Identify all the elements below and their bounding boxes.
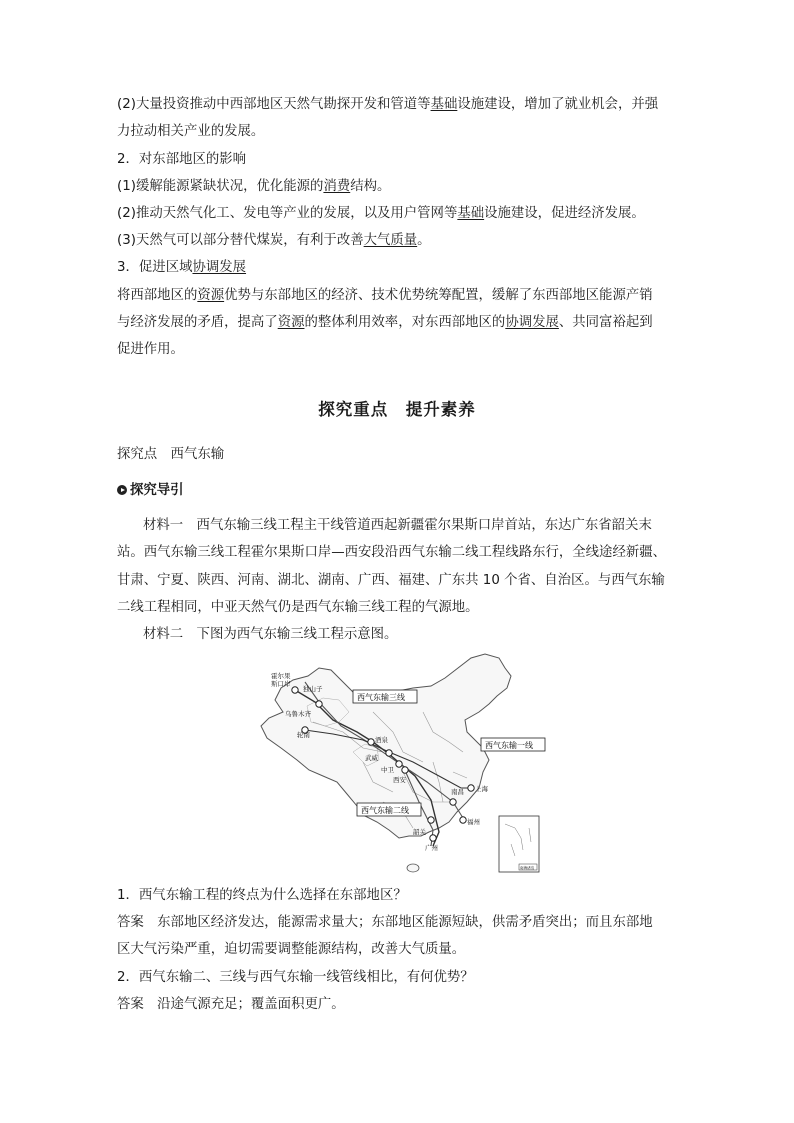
svg-text:西气东输二线: 西气东输二线 — [361, 806, 409, 815]
map-label-dushanzi: 独山子 — [303, 685, 323, 693]
map-label-fuzhou: 福州 — [467, 818, 480, 826]
answer-2: 答案 沿途气源充足；覆盖面积更广。 — [117, 997, 345, 1012]
map-label-zhongwei: 中卫 — [381, 766, 394, 774]
material1-line: 站。西气东输三线工程霍尔果斯口岸—西安段沿西气东输二线工程线路东行，全线途经新疆、 — [117, 545, 667, 560]
map-label-xian: 西安 — [393, 776, 406, 784]
paragraph-line: 将西部地区的资源优势与东部地区的经济、技术优势统筹配置，缓解了东西部地区能源产销 — [117, 288, 653, 303]
svg-text:西气东输一线: 西气东输一线 — [485, 741, 533, 750]
paragraph-line: (2)大量投资推动中西部地区天然气勘探开发和管道等基础设施建设，增加了就业机会，并强 — [117, 97, 659, 112]
pipeline-map — [253, 652, 548, 877]
paragraph-line: (3)天然气可以部分替代煤炭，有利于改善大气质量。 — [117, 233, 431, 248]
material2-line — [117, 626, 682, 644]
svg-text:西气东输三线: 西气东输三线 — [357, 693, 405, 702]
legend-box-line2 — [357, 803, 421, 816]
map-label-urumqi: 乌鲁木齐 — [285, 710, 311, 718]
inset-label: 南海诸岛 — [520, 866, 535, 870]
paragraph-line: 与经济发展的矛盾，提高了资源的整体利用效率，对东西部地区的协调发展、共同富裕起到 — [117, 315, 653, 330]
legend-box-line1 — [481, 738, 545, 751]
inset-box — [499, 816, 539, 872]
question-1: 1．西气东输工程的终点为什么选择在东部地区？ — [117, 888, 407, 903]
map-label-jiuquan: 酒泉 — [375, 736, 388, 744]
paragraph-line: (1)缓解能源紧缺状况，优化能源的消费结构。 — [117, 179, 391, 194]
section-title: 探究重点 提升素养 — [318, 400, 476, 419]
map-label-shaoguan: 韶关 — [413, 828, 426, 836]
paragraph-line: 促进作用。 — [117, 342, 184, 357]
explore-point-heading: 探究点 西气东输 — [117, 447, 225, 462]
material1-line: 甘肃、宁夏、陕西、河南、湖北、湖南、广西、福建、广东共 10 个省、自治区。与西气东输 — [117, 573, 665, 588]
guide-heading — [117, 482, 682, 500]
guide-label: 探究导引 — [130, 483, 184, 498]
material2-text: 材料二 下图为西气东输三线工程示意图。 — [143, 627, 398, 642]
map-label-horgos-2: 斯口岸 — [271, 680, 291, 688]
map-label-nanchang: 南昌 — [451, 788, 464, 796]
map-label-lunnan: 轮南 — [297, 731, 310, 739]
legend-box-line3 — [353, 690, 417, 703]
map-label-wuwei: 武威 — [365, 754, 378, 762]
map-label-shanghai: 上海 — [475, 785, 488, 793]
paragraph-line: (2)推动天然气化工、发电等产业的发展，以及用户管网等基础设施建设，促进经济发展。 — [117, 206, 645, 221]
subheading: 2．对东部地区的影响 — [117, 152, 247, 167]
subheading: 3．促进区域协调发展 — [117, 260, 247, 275]
map-label-horgos-1: 霍尔果 — [271, 672, 291, 680]
answer-1-line: 答案 东部地区经济发达，能源需求量大；东部地区能源短缺，供需矛盾突出；而且东部地 — [117, 915, 653, 930]
material1-line: 二线工程相同，中亚天然气仍是西气东输三线工程的气源地。 — [117, 600, 479, 615]
material1-line — [117, 517, 682, 535]
play-bullet-icon — [117, 485, 127, 495]
paragraph-line: 力拉动相关产业的发展。 — [117, 124, 265, 139]
map-label-guangzhou: 广州 — [425, 844, 438, 852]
answer-1-line: 区大气污染严重，迫切需要调整能源结构，改善大气质量。 — [117, 942, 466, 957]
material1-text: 材料一 西气东输三线工程主干线管道西起新疆霍尔果斯口岸首站，东达广东省韶关末 — [143, 518, 652, 533]
question-2: 2．西气东输二、三线与西气东输一线管线相比，有何优势？ — [117, 970, 474, 985]
